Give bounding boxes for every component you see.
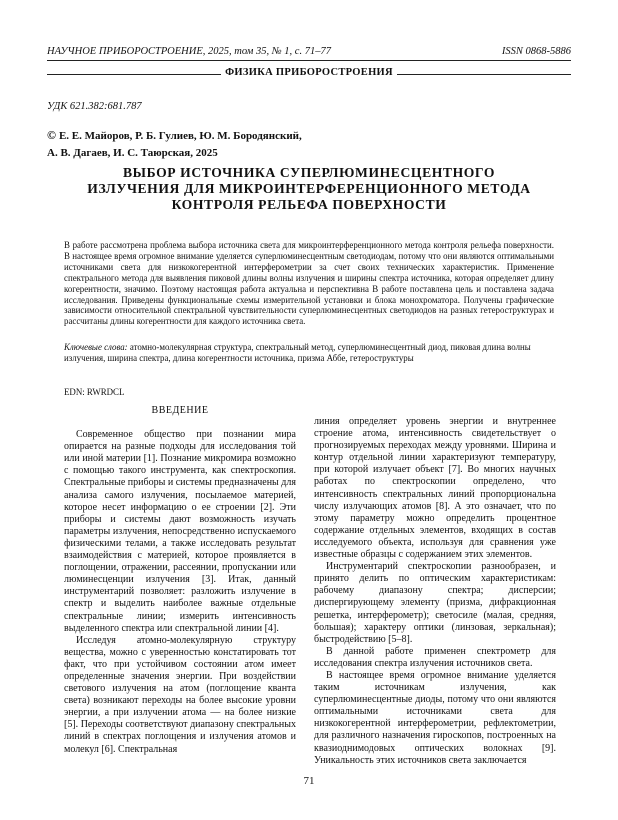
issn: ISSN 0868-5886	[501, 46, 571, 57]
udk-code: УДК 621.382:681.787	[47, 101, 142, 112]
authors-line-2: А. В. Дагаев, И. С. Таюрская, 2025	[47, 147, 218, 159]
paragraph: В данной работе применен спектрометр для исследования спектра излучения источников света.	[314, 645, 556, 669]
keywords-text: атомно-молекулярная структура, спектральный метод, суперлюминесцентный диод, пиковая длина волны излучения, ширина спектра, длина когерентности источника, призма Аббе, гетероструктуры	[64, 342, 531, 363]
authors	[47, 127, 567, 162]
left-column	[64, 405, 296, 756]
paragraph: Современное общество при познании мира опирается на разные подходы для исследования той или иной материи [1]. Познание микромира возможно с помощью такого инструмента, как спектроскопия. Спектральные приборы и системы предназначены для анализа самого излучения, посылаемое материей, которое несет информацию о ее строении [2]. Эти приборы и системы дают возможность изучать параметры излучения, непосредственно испускаемого физическими телами, а также исследовать результат взаимодействия с материей, которое проявляется в поглощении, отражении, рассеянии, пропускании или люминесценции излучения [3]. Итак, данный инструментарий позволяет: разложить излучение в спектр и выделить наиболее важные отдельные спектральные линии; измерить интенсивность выделенного спектра или спектральной линии [4].	[64, 429, 296, 634]
paragraph: линия определяет уровень энергии и внутреннее строение атома, интенсивность свидетельствует о прогнозируемых переходах между уровнями. Ширина и контур отдельной линии характеризуют температуру, при которой излучает объект [7]. Во многих научных работах по спектроскопии определено, что интенсивность спектральных линий пропорциональна числу излучающих атомов [8]. А это означает, что по этому параметру можно определить процентное содержание отдельных элементов, входящих в состав исследуемого объекта, используя для сравнения уже известные образцы с содержанием этих элементов.	[314, 416, 556, 561]
abstract: В работе рассмотрена проблема выбора источника света для микроинтерференционного метода контроля рельефа поверхности. В настоящее время огромное внимание уделяется суперлюминесцентным светодиодам, потому что они являются оптимальными источниками света для низкокогерентной интерферометрии за счет своих технических характеристик. Применение спектрального метода для выявления пиковой длины волны излучения и ширины спектра источника, которая определяет длину когерентности, значимо. Поэтому настоящая работа актуальна и перспективна В работе поставлена цель и поставлена задача исследования. Приведены функциональные схемы измерительной установки и блока монохроматора. Получены графические зависимости относительной спектральной чувствительности суперлюминесцентных светодиодов на разных гетероструктурах и рассчитаны длины когерентности для каждого источника света.	[64, 240, 554, 327]
authors-line-1: Е. Е. Майоров, Р. Б. Гулиев, Ю. М. Бородянский,	[58, 130, 302, 142]
header-rule	[47, 60, 571, 61]
page-number: 71	[303, 775, 315, 787]
paragraph: В настоящее время огромное внимание уделяется таким источникам излучения, как суперлюминесцентные диоды, потому что они являются оптимальными источниками света для низкокогерентной интерферометрии, рефлектометрии, для различного назначения гироскопов, построенных на квазиоднимодовых оптических волокнах [9]. Уникальность этих источников света заключается	[314, 669, 556, 766]
right-column	[314, 416, 556, 767]
paragraph: Инструментарий спектроскопии разнообразен, и принято делить по оптическим характеристикам: рабочему диапазону спектра; дисперсии; диспергирующему элементу (призма, дифракционная решетка, интерферометр); светосиле (малая, средняя, большая); характеру оптики (линзовая, зеркальная); быстродействию [5–8].	[314, 561, 556, 645]
running-header	[47, 46, 571, 57]
edn-code: EDN: RWRDCL	[64, 387, 125, 397]
section-heading: ФИЗИКА ПРИБОРОСТРОЕНИЯ	[0, 67, 618, 78]
article-title: ВЫБОР ИСТОЧНИКА СУПЕРЛЮМИНЕСЦЕНТНОГО ИЗЛУЧЕНИЯ ДЛЯ МИКРОИНТЕРФЕРЕНЦИОННОГО МЕТОДА КОНТРОЛЯ РЕЛЬЕФА ПОВЕРХНОСТИ	[87, 165, 531, 212]
journal-citation: НАУЧНОЕ ПРИБОРОСТРОЕНИЕ, 2025, том 35, № 1, c. 71–77	[47, 46, 331, 57]
section-heading-introduction: ВВЕДЕНИЕ	[151, 405, 209, 416]
paragraph: Исследуя атомно-молекулярную структуру вещества, можно с уверенностью констатировать тот факт, что при устойчивом состоянии атом имеет определенные значения энергии. При воздействии светового излучения на атом (поглощение кванта света) возникают переходы на более высокие уровни энергии, а при излучении атома — на более низкие [5]. Переходы соответствуют диапазону спектральных линий в спектрах поглощения и излучения атомов и молекул [6]. Спектральная	[64, 634, 296, 755]
keywords-label: Ключевые слова:	[64, 342, 128, 352]
copyright-icon: ©	[47, 128, 56, 142]
keywords	[64, 342, 554, 364]
